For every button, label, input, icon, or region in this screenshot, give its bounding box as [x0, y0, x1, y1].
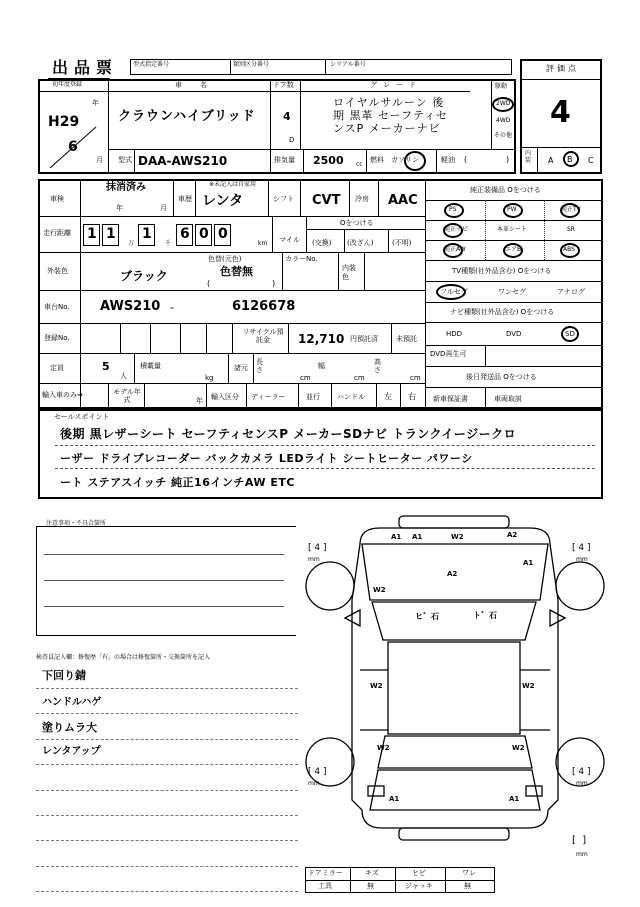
tv-oneseg: ワンセグ — [498, 288, 526, 296]
doors: 4 — [283, 110, 291, 123]
divider — [349, 179, 350, 216]
divider — [331, 383, 332, 409]
mark-fender-a1: A1 — [523, 559, 534, 567]
divider — [230, 59, 231, 75]
divider — [425, 387, 603, 388]
fuel-paren-close: ) — [506, 155, 510, 164]
mark-windshield-chip-1: ヒ゛石 — [415, 612, 439, 621]
divider — [36, 739, 298, 740]
km-unit: km — [258, 240, 268, 247]
id-fields-row — [130, 59, 512, 75]
usage-label: 車歴 — [178, 195, 192, 203]
dvd-playable-label: DVD再生可 — [430, 350, 467, 358]
tire-rl-depth: [ 4 ] — [308, 767, 327, 777]
inspector-entry-3: 塗りムラ大 — [42, 721, 97, 734]
mark-bumper-a1-left: A1 — [391, 533, 402, 541]
interior-grade-c: C — [588, 156, 594, 165]
divider — [425, 260, 603, 261]
footer-header-scratch: キズ — [365, 869, 379, 877]
dealer-label: ディーラー — [251, 393, 286, 401]
divider — [537, 147, 538, 174]
year-unit: 年 — [92, 99, 99, 107]
divider — [520, 79, 602, 80]
height-cm: cm — [410, 374, 421, 382]
divider — [282, 252, 283, 290]
length-label: 長さ — [256, 358, 263, 375]
divider — [425, 302, 603, 303]
load-label: 積載量 — [140, 362, 161, 370]
equip-abs: ABS — [563, 246, 575, 253]
equip-airbag: エアB — [505, 246, 522, 253]
mileage-digit-3: 1 — [142, 226, 152, 242]
car-name-label: 車名 — [175, 81, 225, 89]
divider — [544, 200, 545, 260]
chassis-number: 6126678 — [232, 299, 296, 314]
length-cm: cm — [300, 374, 311, 382]
divider — [38, 383, 425, 384]
mileage-digit-2: 1 — [106, 226, 116, 242]
chassis-dash: - — [170, 301, 174, 314]
car-damage-diagram — [300, 510, 610, 870]
caution-label: 注意事項・不具合箇所 — [46, 520, 107, 527]
navi-title: ナビ種類(社外品含む) Oをつける — [450, 308, 555, 316]
divider — [300, 179, 301, 216]
divider — [80, 179, 81, 409]
mark-hood-a2: A2 — [447, 570, 458, 578]
mark-right-quarter-w2: W2 — [512, 744, 525, 752]
height-label: 高さ — [374, 358, 381, 375]
tampered-label: (改ざん) — [347, 239, 374, 247]
mark-rear-a1-left: A1 — [389, 795, 400, 803]
divider — [144, 383, 145, 409]
tire-fl-depth: [ 4 ] — [308, 543, 327, 553]
inspector-entry-1: 下回り錆 — [42, 669, 86, 682]
page-title: 出品票 — [52, 58, 119, 77]
divider — [55, 468, 595, 469]
model-year-label: モデル年式 — [113, 388, 141, 405]
usage-note: ※未記入は自家用 — [209, 181, 257, 188]
tire-rr-mm: mm — [576, 780, 588, 787]
divider — [38, 290, 425, 291]
footer-header-door-mirror: ドアミラー — [308, 869, 343, 877]
mileage-label: 走行距離 — [43, 229, 71, 237]
fuel-label: 燃料 — [370, 156, 384, 164]
capacity-label: 定員 — [50, 364, 64, 372]
mark-bumper-a2: A2 — [507, 531, 518, 539]
width-cm: cm — [354, 374, 365, 382]
shift-label: シフト — [273, 195, 294, 203]
tv-analog: アナログ — [557, 288, 585, 296]
mark-bumper-a1-right: A1 — [412, 533, 423, 541]
tire-rr-depth: [ 4 ] — [572, 767, 591, 777]
car-name: クラウンハイブリッド — [118, 109, 256, 124]
mark-right-door-w2: W2 — [522, 682, 535, 690]
equip-pw: PW — [507, 206, 517, 213]
mark-bumper-w2: W2 — [451, 533, 464, 541]
inspection-year-unit: 年 — [116, 204, 123, 212]
color-no-label: カラーNo. — [285, 255, 318, 263]
divider — [270, 79, 271, 174]
inspector-entry-2: ハンドルハゲ — [42, 697, 102, 708]
score-value: 4 — [550, 95, 571, 130]
divider — [36, 866, 298, 867]
grade-label: グレード — [370, 81, 422, 89]
divider — [485, 200, 486, 260]
divider — [344, 229, 345, 252]
divider — [338, 252, 339, 290]
inspection-month-unit: 月 — [160, 204, 167, 212]
registration-label: 登録No. — [44, 334, 70, 342]
score-label: 評価点 — [546, 64, 579, 73]
divider — [445, 867, 446, 893]
divider — [268, 179, 269, 216]
divider — [134, 149, 135, 174]
serial-label: シリアル番号 — [330, 61, 366, 68]
mileage-digit-1: 1 — [87, 226, 97, 242]
mileage-digit-5: 0 — [199, 226, 209, 242]
drive-2wd: 2WD — [496, 100, 511, 107]
mark-windshield-chip-2: ト゛石 — [473, 611, 497, 620]
divider — [38, 91, 108, 92]
interior-color-label: 内装色 — [342, 264, 356, 282]
equip-aw: 純正AW — [444, 246, 466, 253]
sales-line-3: ート ステアスイッチ 純正16インチAW ETC — [60, 476, 295, 489]
divider — [425, 179, 426, 409]
interior-grade-b: B — [567, 155, 573, 164]
divider — [38, 353, 425, 354]
sen-unit: 千 — [165, 240, 172, 247]
handle-left: 左 — [384, 392, 392, 401]
era-year: H29 — [48, 114, 80, 130]
tv-title: TV種類(社外品含む) Oをつける — [452, 267, 552, 275]
divider — [288, 323, 289, 353]
tire-fl-mm: mm — [308, 556, 320, 563]
divider — [36, 815, 298, 816]
displacement: 2500 — [313, 154, 344, 167]
divider — [350, 867, 351, 893]
divider — [44, 606, 284, 607]
light-oil-label: 軽油 — [441, 156, 455, 164]
divider — [36, 790, 298, 791]
equip-navi: 純正ナビ — [444, 226, 469, 233]
door-suffix: D — [289, 136, 295, 144]
spare-tire-mm: mm — [576, 851, 588, 858]
footer-jack-value: 無 — [464, 882, 471, 890]
mile-label: マイル — [279, 236, 300, 244]
divider — [376, 383, 377, 409]
divider — [364, 252, 365, 290]
model: DAA-AWS210 — [138, 154, 228, 168]
model-label: 型式 — [118, 156, 132, 164]
later-warranty: 新車保証書 — [433, 395, 468, 403]
divider — [108, 91, 470, 92]
divider — [306, 216, 307, 252]
divider — [253, 353, 254, 383]
model-year-unit: 年 — [196, 397, 203, 405]
later-manual: 車両取説 — [494, 395, 522, 403]
mark-left-door-w2: W2 — [370, 682, 383, 690]
vehicle-type-label: 車検 — [50, 195, 64, 203]
footer-jack-label: ジャッキ — [405, 882, 433, 890]
divider — [108, 383, 109, 409]
fuel-paren-open: ( — [464, 155, 468, 164]
divider — [306, 229, 425, 230]
divider — [246, 383, 247, 409]
chassis-model: AWS210 — [100, 299, 161, 314]
grade-line-3: ンスP メーカーナビ — [333, 122, 441, 135]
divider — [134, 353, 135, 383]
color-change-label: 色替(元色) — [208, 255, 242, 263]
interior-grade-a: A — [548, 156, 554, 165]
exterior-color-label: 外装色 — [47, 267, 68, 275]
divider — [173, 179, 174, 216]
divider — [436, 149, 437, 174]
type-cert-label: 型式指定番号 — [133, 61, 170, 68]
divider — [400, 383, 401, 409]
sales-line-1: 後期 黒レザーシート セーフティセンスP メーカーSDナビ トランクイージークロ — [60, 427, 517, 441]
divider — [425, 240, 603, 241]
equipment-title: 純正装備品 Oをつける — [470, 186, 541, 194]
sales-line-2: ーザー ドライブレコーダー バックカメラ LEDライト シートヒーター パワーシ — [60, 452, 473, 465]
spare-tire-bracket: [ ] — [572, 835, 587, 846]
divider — [300, 79, 301, 149]
displacement-label: 排気量 — [274, 156, 295, 164]
grade-line-1: ロイヤルサルーン 後 — [333, 96, 445, 109]
divider — [485, 345, 486, 366]
color-paren-open: ( — [207, 279, 211, 288]
divider — [38, 216, 425, 217]
recycle-unpaid: 未預託 — [396, 335, 417, 343]
chassis-label: 車台No. — [44, 303, 70, 311]
divider — [425, 200, 603, 201]
color-change: 色替無 — [220, 265, 253, 278]
recycle-label: リサイクル預託金 — [242, 328, 284, 345]
mark-left-quarter-w2: W2 — [377, 744, 390, 752]
divider — [108, 79, 109, 174]
tv-fullseg: フルセグ — [440, 288, 468, 296]
cc-unit: cc — [356, 161, 363, 168]
later-title: 後日発送品 Oをつける — [466, 373, 537, 381]
parallel-label: 並行 — [306, 393, 320, 401]
sales-points-label: セールスポイント — [54, 413, 110, 421]
divider — [425, 220, 603, 221]
caution-box — [36, 526, 296, 636]
equip-ps: PS — [449, 206, 457, 213]
divider — [55, 445, 595, 446]
dims-label: 諸元 — [234, 364, 248, 372]
divider — [305, 880, 495, 881]
ac: AAC — [388, 193, 418, 208]
recycle-unit: 円預託済 — [350, 335, 378, 343]
divider — [150, 323, 151, 353]
color-paren-close: ) — [272, 279, 276, 288]
divider — [485, 387, 486, 409]
first-reg-label: 初年度登録 — [52, 81, 83, 88]
divider — [195, 179, 196, 216]
exterior-color: ブラック — [120, 269, 168, 283]
fuel-circle — [404, 151, 426, 171]
divider — [378, 179, 379, 216]
divider — [325, 59, 326, 75]
month: 6 — [68, 139, 78, 155]
ac-label: 冷房 — [355, 195, 369, 203]
drive-label: 駆動 — [495, 83, 508, 90]
usage: レンタ — [202, 193, 244, 209]
divider — [520, 147, 602, 148]
divider — [120, 323, 121, 353]
tire-fr-mm: mm — [576, 556, 588, 563]
equip-leather: 本革シート — [497, 226, 528, 233]
divider — [36, 840, 298, 841]
mark-rear-a1-right: A1 — [509, 795, 520, 803]
divider — [366, 149, 367, 174]
drive-4wd: 4WD — [496, 117, 511, 124]
mark-fender-w2: W2 — [373, 586, 386, 594]
divider — [395, 867, 396, 893]
footer-tools-value: 無 — [367, 882, 374, 890]
navi-hdd: HDD — [446, 330, 463, 338]
equip-sr: SR — [567, 226, 575, 233]
divider — [38, 252, 425, 253]
inspection-status: 抹消済み — [106, 182, 146, 193]
mileage-digit-4: 6 — [180, 226, 190, 242]
handle-right: 右 — [408, 392, 416, 401]
divider — [206, 323, 207, 353]
navi-dvd: DVD — [506, 330, 522, 338]
divider — [206, 383, 207, 409]
recycle-amount: 12,710 — [298, 332, 345, 346]
divider — [36, 891, 298, 892]
divider — [36, 764, 298, 765]
divider — [44, 580, 284, 581]
divider — [425, 366, 603, 367]
circle-instruction: Oをつける — [340, 219, 374, 227]
equip-tv: 純正TV — [561, 206, 581, 213]
capacity-unit: 人 — [120, 372, 127, 380]
category-label: 類別区分番号 — [233, 61, 270, 68]
divider — [388, 229, 389, 252]
divider — [425, 322, 603, 323]
handle-label: ハンドル — [337, 393, 365, 401]
divider — [228, 353, 229, 383]
footer-tools-label: 工具 — [318, 882, 332, 890]
import-class-label: 輸入区分 — [211, 393, 239, 401]
tire-fr-depth: [ 4 ] — [572, 543, 591, 553]
capacity: 5 — [102, 360, 110, 373]
month-unit: 月 — [96, 156, 103, 164]
interior-label: 内装 — [525, 150, 532, 164]
unknown-label: (不明) — [392, 239, 412, 247]
divider — [425, 281, 603, 282]
tire-rl-mm: mm — [308, 780, 320, 787]
exchange-label: (交換) — [312, 239, 332, 247]
fuel-gasoline: ガソリン — [391, 156, 419, 164]
footer-header-break: ワレ — [462, 869, 476, 877]
footer-header-crack: ヒビ — [412, 869, 426, 877]
drive-other: その他 — [494, 132, 513, 139]
grade-line-2: 期 黒革 セーフティセ — [333, 109, 449, 122]
divider — [44, 554, 284, 555]
width-label: 幅 — [318, 362, 325, 370]
divider — [391, 323, 392, 353]
door-label: ドア数 — [273, 81, 294, 89]
divider — [298, 383, 299, 409]
kg-unit: kg — [205, 374, 214, 382]
inspector-entry-4: レンタアップ — [42, 746, 101, 757]
divider — [425, 345, 603, 346]
divider — [272, 216, 273, 252]
inspector-label: 検査員記入欄：修復歴「有」の場合は修復箇所・交換箇所を記入 — [36, 654, 211, 661]
divider — [303, 149, 304, 174]
import-label: 輸入車のみ⇒ — [42, 391, 83, 399]
navi-sd: SD — [565, 330, 575, 338]
man-unit: 万 — [128, 240, 135, 247]
divider — [36, 713, 298, 714]
divider — [491, 79, 492, 149]
divider — [108, 149, 516, 150]
shift: CVT — [312, 193, 341, 208]
divider — [36, 688, 298, 689]
mileage-digit-6: 0 — [218, 226, 228, 242]
divider — [180, 323, 181, 353]
divider — [232, 323, 233, 353]
